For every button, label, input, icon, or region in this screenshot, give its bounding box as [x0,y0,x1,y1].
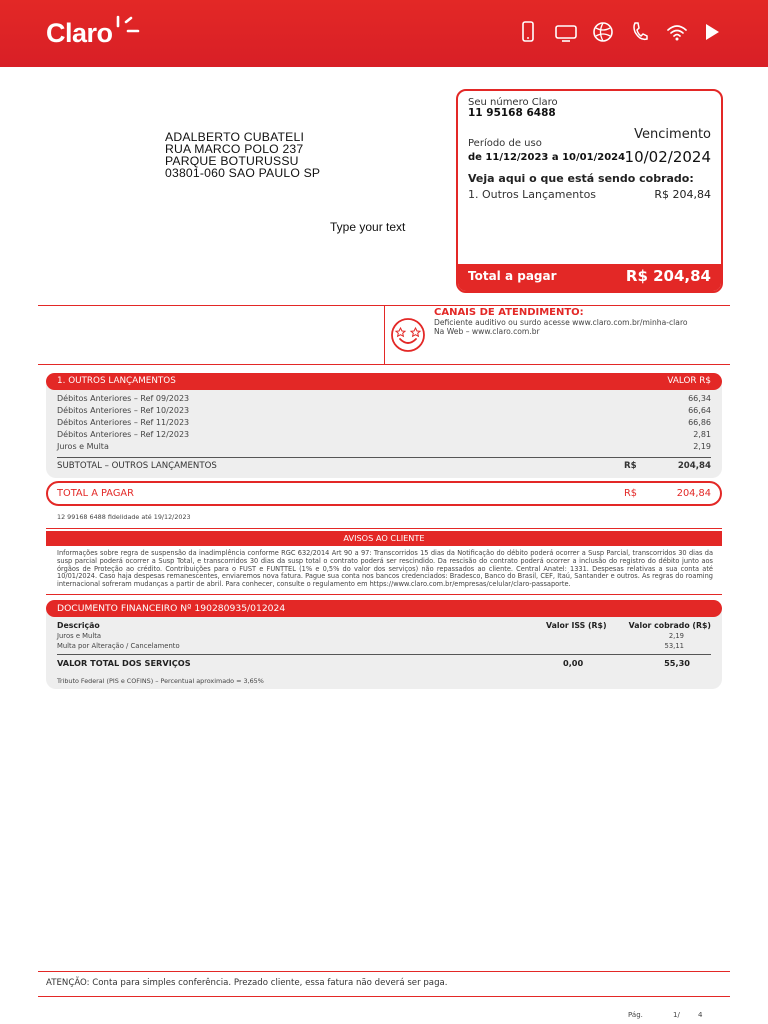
row-value: 53,11 [664,642,684,650]
brand-logo: Claro [46,18,113,48]
outros-header [46,373,722,390]
period-label: Período de uso [468,138,542,149]
play-icon [702,20,724,44]
table-row [57,642,711,650]
charge-item-label: 1. Outros Lançamentos [468,188,597,201]
subtotal-currency: R$ [624,461,637,471]
avisos-title: AVISOS AO CLIENTE [46,531,722,546]
col-iss: Valor ISS (R$) [546,621,607,630]
subtotal-row [57,461,711,471]
page-total: 4 [698,1011,703,1019]
customer-address [165,131,320,179]
wifi-icon [665,20,687,44]
outros-value-header: VALOR R$ [667,376,711,386]
tv-icon [554,20,576,44]
customer-name: ADALBERTO CUBATELI [165,130,305,144]
page-current: 1/ [673,1011,680,1019]
documento-divider [57,654,711,655]
due-label: Vencimento [634,127,711,142]
avisos-top-line [46,528,722,529]
footer-bottom-line [38,996,730,997]
row-value: 66,34 [688,394,711,403]
tributo-note: Tributo Federal (PIS e COFINS) – Percentual aproximado = 3,65% [57,677,264,685]
due-value: 10/02/2024 [624,148,711,166]
divider-vertical [384,305,385,364]
smiley-face-icon [389,316,427,354]
total-due-label: TOTAL A PAGAR [57,488,134,499]
address-street: RUA MARCO POLO 237 [165,142,304,156]
smartphone-icon [517,20,539,44]
header-bar [0,0,768,67]
address-district: PARQUE BOTURUSSU [165,154,299,168]
channels-line-1: Deficiente auditivo ou surdo acesse www.claro.com.br/minha-claro [434,318,688,327]
channels-title: CANAIS DE ATENDIMENTO: [434,307,584,318]
row-value: 2,19 [693,442,711,451]
table-row [57,418,711,427]
row-label: Multa por Alteração / Cancelamento [57,642,180,650]
total-due-pill [46,481,722,506]
total-due-currency: R$ [624,488,638,499]
total-label: Total a pagar [468,269,557,283]
divider-bottom [38,364,730,365]
subtotal-value: 204,84 [677,461,711,471]
page-number [628,1011,703,1019]
documento-columns [57,621,711,630]
row-value: 2,81 [693,430,711,439]
documento-header [46,600,722,617]
total-due-value: 204,84 [676,488,711,499]
row-value: 2,19 [668,632,684,640]
table-row [57,430,711,439]
footer-top-line [38,971,730,972]
row-label: Débitos Anteriores – Ref 12/2023 [57,430,190,439]
row-label: Juros e Multa [57,632,102,640]
channels-line-2: Na Web – www.claro.com.br [434,327,540,336]
table-row [57,632,711,640]
charge-item-value: R$ 204,84 [654,188,711,201]
service-icons [517,20,724,44]
subtotal-divider [57,457,711,458]
subtotal-label: SUBTOTAL – OUTROS LANÇAMENTOS [57,461,217,471]
number-value: 11 95168 6488 [468,107,556,119]
table-row [57,442,711,451]
charges-question: Veja aqui o que está sendo cobrado: [468,172,694,185]
total-value: R$ 204,84 [625,267,711,285]
documento-total-iss: 0,00 [563,658,584,668]
number-label: Seu número Claro [468,97,558,108]
avisos-bottom-line [46,594,722,595]
period-value: de 11/12/2023 a 10/01/2024 [468,152,626,163]
col-descricao: Descrição [57,621,100,630]
page-label: Pág. [628,1011,643,1019]
logo-rays-icon [112,14,142,44]
documento-total-cobrado: 55,30 [664,658,690,668]
placeholder-text: Type your text [330,220,406,234]
documento-total-label: VALOR TOTAL DOS SERVIÇOS [57,658,191,668]
documento-total-row [57,658,711,668]
atencao-note: ATENÇÃO: Conta para simples conferência. Prezado cliente, essa fatura não deverá ser paga. [46,978,448,988]
table-row [57,406,711,415]
phone-icon [628,20,650,44]
documento-title: DOCUMENTO FINANCEIRO Nº 190280935/012024 [57,603,286,614]
col-cobrado: Valor cobrado (R$) [628,621,711,630]
fidelity-note: 12 99168 6488 fidelidade até 19/12/2023 [57,513,191,521]
table-row [57,394,711,403]
row-value: 66,64 [688,406,711,415]
row-label: Juros e Multa [57,442,109,451]
bill-summary-card [456,89,723,293]
outros-title: 1. OUTROS LANÇAMENTOS [57,376,176,386]
row-label: Débitos Anteriores – Ref 09/2023 [57,394,190,403]
total-bar [458,264,721,291]
row-value: 66,86 [688,418,711,427]
address-city: 03801-060 SAO PAULO SP [165,166,321,180]
globe-icon [591,20,613,44]
row-label: Débitos Anteriores – Ref 10/2023 [57,406,190,415]
row-label: Débitos Anteriores – Ref 11/2023 [57,418,190,427]
avisos-text: Informações sobre regra de suspensão da inadimplência conforme RGC 632/2014 Art 90 a 97: Transcorridos 15 dias da Notificação do débito poderá ocorrer a Susp Parcial, transcorridos 30 dias da susp parcial poderá ocorrer a Susp Total, e transcorridos 30 dias da susp total o contrato poderá ser rescindido. Da rescisão do contrato poderá ocorrer a inclusão do registro do débito junto aos órgãos de Proteção ao crédito. Contribuições para o FUST e FUNTTEL (1% e 0,5% do valor dos serviços) não repassados ao cliente. Central Anatel: 1331. Despesas relativas a sua conta até 10/01/2024. Caso haja despesas remanescentes, enviaremos nova fatura. Pague sua conta nos bancos credenciados: Bradesco, Banco do Brasil, CEF, Itaú, Santander e outros. As regras do roaming internacional sofreram mudanças a partir de abril. Para conhecer, consulte o regulamento em https://www.claro.com.br/empresas/celular/claro-passaporte. [57,549,713,589]
